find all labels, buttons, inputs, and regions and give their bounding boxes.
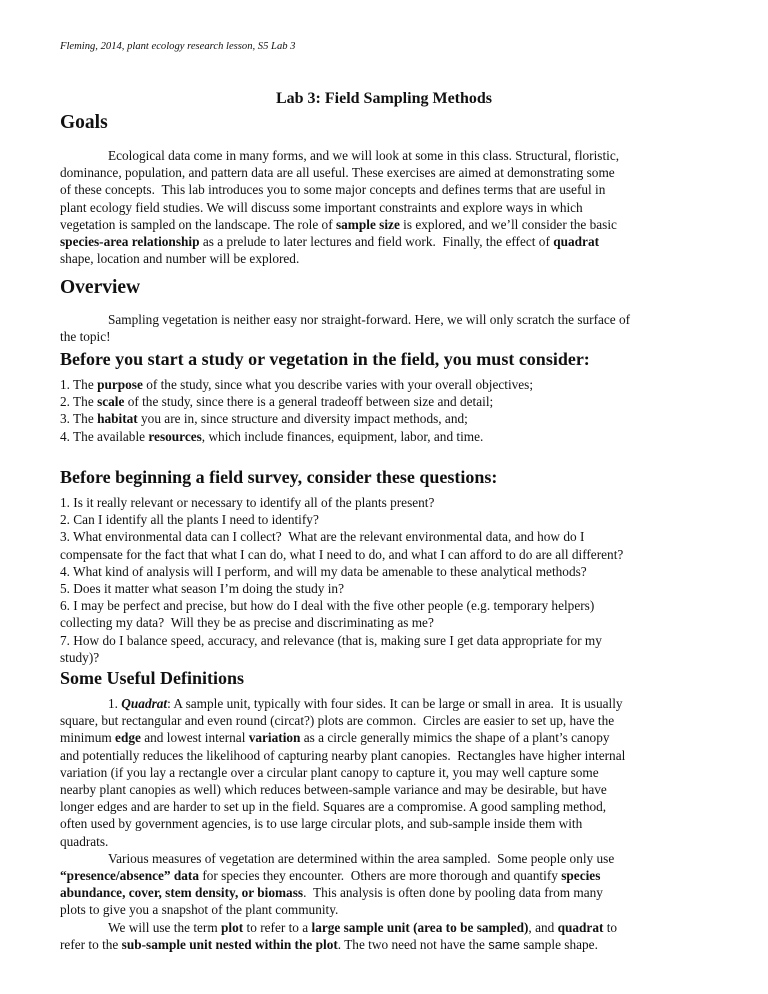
list-item: 3. The habitat you are in, since structure and diversity impact methods, and;	[60, 411, 468, 427]
consider-heading: Before you start a study or vegetation in the field, you must consider:	[60, 349, 590, 369]
list-item: 1. The purpose of the study, since what you describe varies with your overall objectives;	[60, 377, 534, 392]
overview-paragraph: Sampling vegetation is neither easy nor straight-forward. Here, we will only scratch the surface of the topic!	[60, 312, 631, 345]
goals-heading: Goals	[60, 112, 108, 133]
definitions-heading: Some Useful Definitions	[60, 668, 244, 688]
questions-heading: Before beginning a field survey, consider these questions:	[60, 467, 498, 487]
page-title: Lab 3: Field Sampling Methods	[275, 90, 493, 107]
consider-list	[60, 376, 716, 445]
list-item: 2. The scale of the study, since there is a general tradeoff between size and detail;	[60, 394, 494, 410]
running-header: Fleming, 2014, plant ecology research lesson, S5 Lab 3	[60, 41, 296, 52]
list-item: 4. The available resources, which include finances, equipment, labor, and time.	[60, 428, 484, 444]
goals-paragraph: Ecological data come in many forms, and we will look at some in this class. Structural, floristic, dominance, population, and pattern data are all useful. These exercises are aimed at demonstrating some of these concepts. This lab introduces you to some major concepts and defines terms that are useful in plant ecology field studies. We will discuss some important constraints and explore ways in which vegetation is sampled on the landscape. The role of sample size is explored, and we’ll consider the basic species-area relationship as a prelude to later lectures and field work. Finally, the effect of quadrat shape, location and number will be explored.	[60, 148, 620, 267]
overview-heading: Overview	[60, 277, 141, 298]
questions-paragraph: 1. Is it really relevant or necessary to identify all of the plants present? 2. Can I identify all the plants I need to identify? 3. What environmental data can I collect? What are the relevant environmental data, and how do I compensate for the fact that what I can do, what I need to do, and what I can afford to do are all different? 4. What kind of analysis will I perform, and will my data be amenable to these analytical methods? 5. Does it matter what season I’m doing the study in? 6. I may be perfect and precise, but how do I deal with the five other people (e.g. temporary helpers) collecting my data? Will they be as precise and discriminating as me? 7. How do I balance speed, accuracy, and relevance (that is, making sure I get data appropriate for my study)?	[60, 495, 624, 665]
definitions-paragraph: 1. Quadrat: A sample unit, typically with four sides. It can be large or small in area. It is usually square, but rectangular and even round (circat?) plots are common. Circles are easier to set up, have the minimum edge and lowest internal variation as a circle generally mimics the shape of a plant’s canopy and potentially reduces the likelihood of capturing nearby plant canopies. Rectangles have higher internal variation (if you lay a rectangle over a circular plant canopy to capture it, you may well capture some nearby plant canopies as well) which reduces between-sample variance and may be desirable, but have longer edges and are harder to set up in the field. Squares are a compromise. A good sampling method, often used by government agencies, is to use large circular plots, and sub-sample inside them with quadrats. Various measures of vegetation are determined within the area sampled. Some people only use “presence/absence” data for species they encounter. Others are more thorough and quantify species abundance, cover, stem density, or biomass. This analysis is often done by pooling data from many plots to give you a snapshot of the plant community. We will use the term plot to refer to a large sample unit (area to be sampled), and quadrat to refer to the sub-sample unit nested within the plot. The two need not have the same sample shape.	[60, 696, 626, 952]
